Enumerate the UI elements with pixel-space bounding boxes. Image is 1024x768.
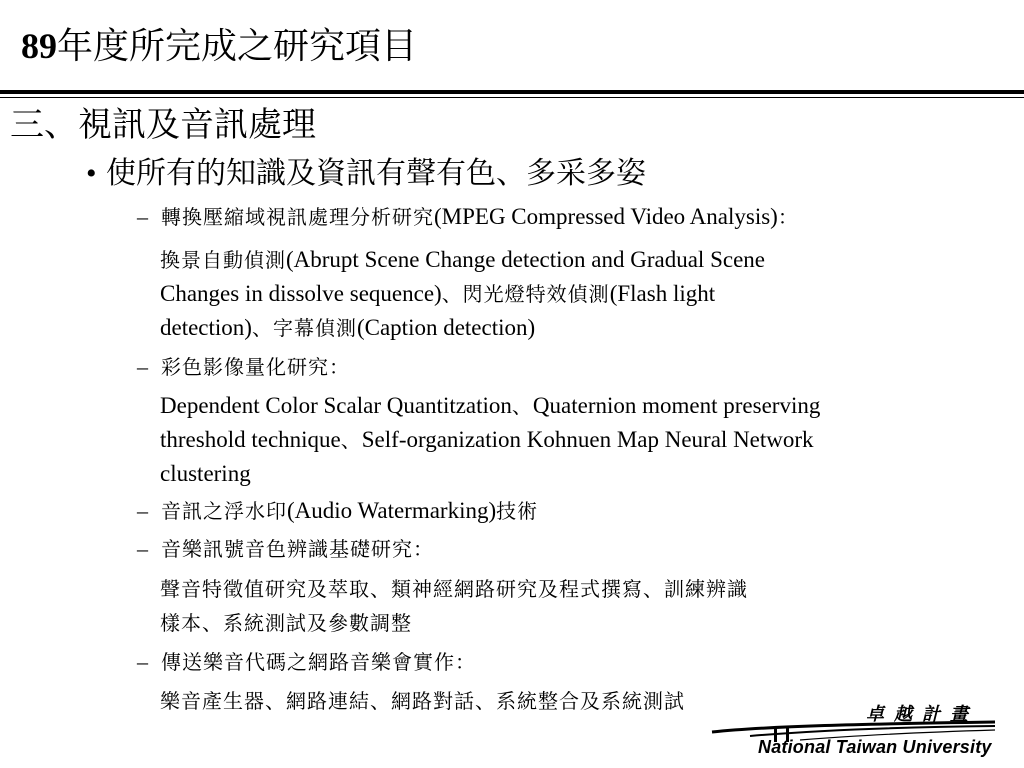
item-color-quantization	[137, 352, 350, 383]
item-title-cjk: 音訊之浮水印	[161, 499, 287, 523]
desc-line	[160, 606, 940, 640]
title-number: 89	[21, 26, 57, 66]
item-title-latin: (Audio Watermarking)	[287, 498, 497, 523]
item-dash: –	[137, 649, 148, 674]
item-color-description	[160, 389, 940, 491]
desc-text: 、	[340, 428, 362, 452]
desc-text: 樂音產生器、網路連結、網路對話、系統整合及系統測試	[160, 689, 685, 713]
desc-text: Dependent Color Scalar Quantitzation	[160, 393, 512, 418]
desc-line	[160, 243, 940, 277]
desc-text: (Abrupt Scene Change detection and Gradual Scene	[286, 247, 765, 272]
desc-text: Changes in dissolve sequence)	[160, 281, 442, 306]
bullet-point	[86, 154, 646, 194]
desc-text: 、字幕偵測	[251, 316, 357, 340]
item-title-cjk: 轉換壓縮域視訊處理分析研究	[161, 205, 434, 229]
desc-text: (Flash light	[609, 281, 716, 306]
desc-text: Quaternion moment preserving	[532, 393, 821, 418]
item-title-tail: ：	[777, 205, 799, 229]
bullet-symbol: •	[86, 157, 97, 190]
desc-text: clustering	[160, 461, 251, 486]
item-dash: –	[137, 498, 148, 523]
desc-line	[160, 423, 940, 457]
item-title-cjk: 傳送樂音代碼之網路音樂會實作：	[161, 650, 476, 674]
item-title-cjk: 音樂訊號音色辨識基礎研究：	[161, 537, 434, 561]
item-title-tail: 技術	[496, 499, 539, 523]
item-mpeg-description	[160, 243, 940, 345]
item-title-cjk: 彩色影像量化研究：	[161, 355, 350, 379]
desc-text: detection)	[160, 315, 252, 340]
item-audio-watermarking	[137, 496, 538, 527]
desc-text: 、	[511, 394, 533, 418]
desc-line	[160, 277, 940, 311]
item-timbre-description	[160, 572, 940, 640]
desc-text: (Caption detection)	[356, 315, 536, 340]
desc-text: threshold technique	[160, 427, 341, 452]
item-network-concert	[137, 647, 476, 678]
desc-line	[160, 389, 940, 423]
item-mpeg-analysis	[137, 202, 799, 233]
ntu-excellence-logo	[710, 700, 1000, 762]
desc-text: 樣本、系統測試及參數調整	[160, 611, 412, 635]
logo-cjk-text: 卓越計畫	[866, 704, 978, 725]
slide-title	[21, 22, 417, 71]
item-timbre-recognition	[137, 534, 434, 565]
desc-line	[160, 572, 940, 606]
desc-text: 、閃光燈特效偵測	[441, 282, 610, 306]
logo-english-text: National Taiwan University	[758, 737, 992, 757]
title-rule-thick	[0, 90, 1024, 94]
desc-text: 換景自動偵測	[160, 248, 286, 272]
desc-text: 聲音特徵值研究及萃取、類神經網路研究及程式撰寫、訓練辨識	[160, 577, 748, 601]
item-dash: –	[137, 536, 148, 561]
item-dash: –	[137, 354, 148, 379]
desc-line	[160, 311, 940, 345]
title-text: 年度所完成之研究項目	[57, 26, 418, 67]
desc-text: Self-organization Kohnuen Map Neural Network	[361, 427, 814, 452]
desc-line	[160, 457, 940, 491]
item-dash: –	[137, 204, 148, 229]
bullet-text: 使所有的知識及資訊有聲有色、多采多姿	[106, 156, 646, 191]
item-title-latin: (MPEG Compressed Video Analysis)	[434, 204, 778, 229]
title-rule-thin	[0, 97, 1024, 98]
section-heading: 三、視訊及音訊處理	[10, 105, 316, 145]
